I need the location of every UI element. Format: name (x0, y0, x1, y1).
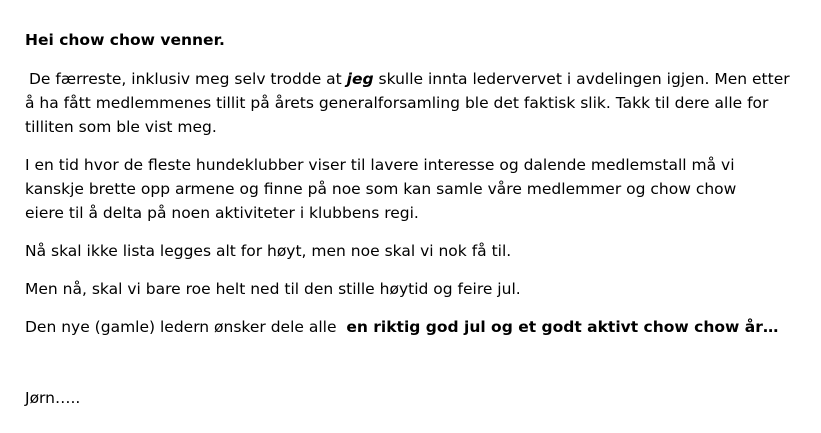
signature: Jørn….. (25, 389, 81, 407)
paragraph-5-text: Den nye (gamle) ledern ønsker dele alle (25, 318, 347, 336)
paragraph-2 (25, 153, 805, 225)
paragraph-3: Nå skal ikke lista legges alt for høyt, men noe skal vi nok få til. (25, 242, 512, 260)
paragraph-1 (25, 67, 805, 139)
paragraph-1-line-2: å ha fått medlemmenes tillit på årets generalforsamling ble det faktisk slik. Takk til dere alle for (25, 94, 769, 112)
paragraph-1-text-a: De færreste, inklusiv meg selv trodde at (29, 70, 347, 88)
paragraph-1-emphasis: jeg (346, 70, 374, 88)
paragraph-5 (25, 315, 805, 339)
paragraph-4: Men nå, skal vi bare roe helt ned til den stille høytid og feire jul. (25, 280, 521, 298)
paragraph-1-text-b: skulle innta ledervervet i avdelingen igjen. Men etter (373, 70, 790, 88)
greeting: Hei chow chow venner. (25, 31, 225, 49)
paragraph-1-line-3: tilliten som ble vist meg. (25, 118, 217, 136)
paragraph-2-line-2: kanskje brette opp armene og finne på noe som kan samle våre medlemmer og chow chow (25, 180, 737, 198)
paragraph-5-wish: en riktig god jul og et godt aktivt chow chow år… (346, 318, 779, 336)
paragraph-2-line-1: I en tid hvor de fleste hundeklubber viser til lavere interesse og dalende medlemstall må vi (25, 156, 735, 174)
paragraph-2-line-3: eiere til å delta på noen aktiviteter i klubbens regi. (25, 204, 419, 222)
letter-body (25, 28, 805, 353)
